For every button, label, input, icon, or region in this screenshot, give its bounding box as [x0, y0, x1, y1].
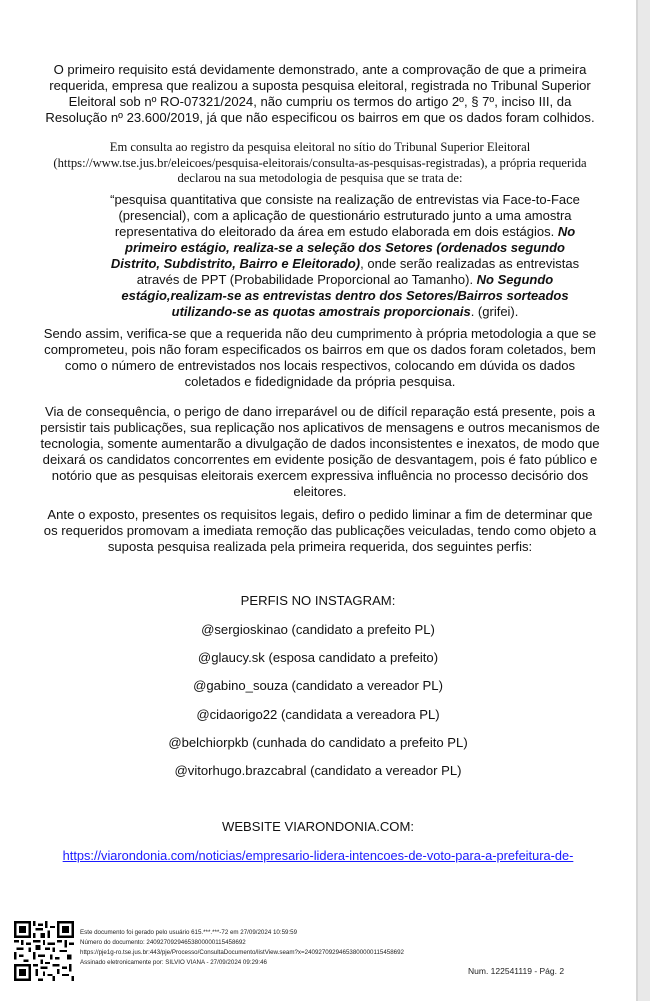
footer-signature: Assinado eletronicamente por: SILVIO VIANA - 27/09/2024 09:29:46	[80, 959, 268, 966]
quote-text-1: “pesquisa quantitativa que consiste na realização de entrevistas via Face-to-Face (presencial), com a aplicação de questionário estruturado junto a uma amostra representativa do eleitorado da área em estudo elaborada em dois estágios.	[110, 192, 580, 239]
qr-code-icon	[14, 921, 74, 981]
paragraph-consequencia: Via de consequência, o perigo de dano irreparável ou de difícil reparação está presente, pois a persistir tais publicações, sua replicação nos aplicativos de mensagens e outros mecanismos de tecnologia, somente aumentarão a divulgação de dados inconsistentes e inexatos, de modo que deixará os candidatos concorrentes em evidente posição de desvantagem, pois é fato público e notório que as pesquisas eleitorais exercem expressiva influência no processo decisório dos eleitores.	[40, 404, 600, 499]
quote-metodologia	[100, 192, 590, 320]
paragraph-consulta: Em consulta ao registro da pesquisa eleitoral no sítio do Tribunal Superior Eleitoral (https://www.tse.jus.br/eleicoes/pesquisa-eleitorais/consulta-as-pesquisas-registradas), a própria requerida declarou na sua metodologia de pesquisa que se trata de:	[53, 140, 587, 185]
website-heading: WEBSITE VIARONDONIA.COM:	[221, 819, 415, 834]
paragraph-ante-exposto: Ante o exposto, presentes os requisitos legais, defiro o pedido liminar a fim de determinar que os requeridos promovam a imediata remoção das publicações veiculadas, tendo como objeto a suposta pesquisa realizada pela primeira requerida, dos seguintes perfis:	[43, 507, 597, 554]
page-number: Num. 122541119 - Pág. 2	[468, 966, 565, 976]
profile-item: @glaucy.sk (esposa candidato a prefeito)	[197, 650, 439, 665]
profile-item: @vitorhugo.brazcabral (candidato a vereador PL)	[174, 763, 462, 778]
footer-url[interactable]: https://pje1g-ro.tse.jus.br:443/pje/Processo/ConsultaDocumento/listView.seam?x=24092709294653800000115458692	[80, 949, 404, 956]
document-footer	[80, 928, 440, 968]
quote-bold-2: No Segundo estágio,realizam-se as entrevistas dentro dos Setores/Bairros sorteados utilizando-se as quotas amostrais proporcionais	[121, 272, 569, 319]
instagram-heading: PERFIS NO INSTAGRAM:	[240, 593, 396, 608]
profile-item: @cidaorigo22 (candidata a vereadora PL)	[196, 707, 440, 722]
profile-item: @sergioskinao (candidato a prefeito PL)	[201, 622, 435, 637]
footer-generated-line: Este documento foi gerado pelo usuário 615.***.***-72 em 27/09/2024 10:59:59	[80, 929, 298, 936]
paragraph-requisito: O primeiro requisito está devidamente demonstrado, ante a comprovação de que a primeira requerida, empresa que realizou a suposta pesquisa eleitoral, registrada no Tribunal Superior Eleitoral sob nº RO-07321/2024, não cumpriu os termos do artigo 2º, § 7º, inciso III, da Resolução nº 23.600/2019, já que não especificou os bairros em que os dados foram colhidos.	[45, 62, 595, 125]
footer-document-number: Número do documento: 24092709294653800000115458692	[80, 939, 246, 946]
profile-item: @belchiorpkb (cunhada do candidato a prefeito PL)	[168, 735, 468, 750]
quote-text-2: , onde serão realizadas as entrevistas através de PPT (Probabilidade Proporcional ao Tamanho).	[136, 256, 580, 287]
paragraph-sendo-assim: Sendo assim, verifica-se que a requerida não deu cumprimento à própria metodologia a que se comprometeu, pois não foram especificados os bairros em que os dados foram coletados, bem como o número de entrevistados nos locais respectivos, colocando em dúvida os dados coletados e fidedignidade da própria pesquisa.	[43, 326, 597, 389]
website-link-line	[0, 848, 636, 863]
website-link[interactable]: https://viarondonia.com/noticias/empresario-lidera-intencoes-de-voto-para-a-prefeitura-de-	[62, 848, 574, 863]
quote-text-3: . (grifei).	[470, 304, 519, 319]
quote-bold-1: No primeiro estágio, realiza-se a seleção dos Setores (ordenados segundo Distrito, Subdistrito, Bairro e Eleitorado)	[110, 224, 576, 271]
profile-item: @gabino_souza (candidato a vereador PL)	[193, 678, 443, 693]
